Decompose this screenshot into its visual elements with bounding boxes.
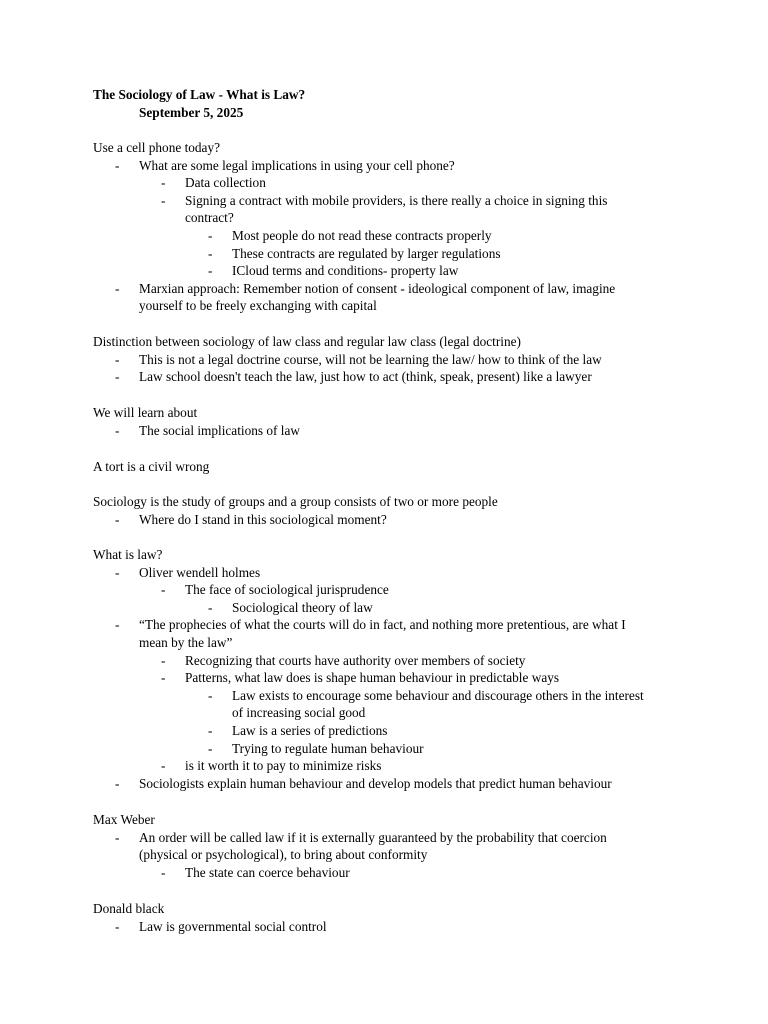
list-item (93, 864, 693, 882)
section-cell-phone (93, 139, 693, 315)
list-item-text: Data collection (185, 175, 266, 191)
bullet-dash: - (115, 157, 120, 173)
list-item-continuation (93, 209, 693, 227)
bullet-dash: - (161, 652, 166, 668)
section-heading: Max Weber (93, 812, 155, 827)
section-heading: Sociology is the study of groups and a group consists of two or more people (93, 494, 498, 509)
list-item (93, 775, 693, 793)
bullet-dash: - (161, 864, 166, 880)
list-item (93, 351, 693, 369)
list-item (93, 669, 693, 687)
list-item-text: “The prophecies of what the courts will do in fact, and nothing more pretentious, are what I (139, 617, 626, 633)
list-item (93, 157, 693, 175)
section-learn (93, 404, 693, 439)
list-item (93, 829, 693, 847)
list-item-text: Law exists to encourage some behaviour and discourage others in the interest (232, 687, 644, 703)
bullet-dash: - (115, 564, 120, 580)
bullet-dash: - (161, 758, 166, 774)
list-item-text: Law is governmental social control (139, 918, 327, 934)
list-item-text: of increasing social good (232, 705, 366, 721)
list-item-text: (physical or psychological), to bring about conformity (139, 847, 428, 863)
list-item (93, 616, 693, 634)
list-item-text: This is not a legal doctrine course, will not be learning the law/ how to think of the law (139, 351, 602, 367)
list-item-text: Trying to regulate human behaviour (232, 740, 424, 756)
list-item (93, 652, 693, 670)
list-item-text: Sociological theory of law (232, 599, 373, 615)
bullet-dash: - (208, 740, 213, 756)
bullet-dash: - (208, 227, 213, 243)
bullet-dash: - (115, 511, 120, 527)
list-item-text: ICloud terms and conditions- property law (232, 263, 459, 279)
list-item (93, 227, 693, 245)
bullet-dash: - (115, 829, 120, 845)
bullet-dash: - (115, 775, 120, 791)
bullet-dash: - (208, 245, 213, 261)
list-item-text: Where do I stand in this sociological moment? (139, 511, 387, 527)
list-item-continuation (93, 634, 693, 652)
bullet-dash: - (161, 582, 166, 598)
list-item (93, 740, 693, 758)
list-item (93, 192, 693, 210)
list-item-continuation (93, 846, 693, 864)
section-distinction (93, 333, 693, 386)
bullet-dash: - (115, 351, 120, 367)
bullet-dash: - (208, 722, 213, 738)
list-item-text: Marxian approach: Remember notion of consent - ideological component of law, imagine (139, 280, 616, 296)
bullet-dash: - (208, 687, 213, 703)
bullet-dash: - (115, 918, 120, 934)
list-item-text: Law is a series of predictions (232, 722, 388, 738)
list-item-text: The face of sociological jurisprudence (185, 582, 389, 598)
list-item-continuation (93, 297, 693, 315)
section-max-weber (93, 811, 693, 881)
bullet-dash: - (208, 599, 213, 615)
list-item-text: Most people do not read these contracts properly (232, 227, 492, 243)
list-item (93, 422, 693, 440)
list-item (93, 280, 693, 298)
list-item (93, 918, 693, 936)
list-item (93, 687, 693, 705)
section-heading: A tort is a civil wrong (93, 459, 210, 474)
section-heading: We will learn about (93, 405, 198, 420)
list-item-text: yourself to be freely exchanging with capital (139, 298, 377, 314)
list-item-continuation (93, 704, 693, 722)
list-item-text: The social implications of law (139, 422, 300, 438)
section-heading: Donald black (93, 901, 165, 916)
list-item (93, 564, 693, 582)
list-item (93, 599, 693, 617)
document-date: September 5, 2025 (139, 105, 244, 120)
bullet-dash: - (161, 670, 166, 686)
list-item (93, 262, 693, 280)
list-item-text: An order will be called law if it is externally guaranteed by the probability that coercion (139, 829, 607, 845)
list-item (93, 174, 693, 192)
list-item-text: contract? (185, 210, 234, 226)
bullet-dash: - (115, 422, 120, 438)
list-item-text: is it worth it to pay to minimize risks (185, 758, 382, 774)
list-item (93, 368, 693, 386)
section-donald-black (93, 900, 693, 935)
list-item-text: Recognizing that courts have authority over members of society (185, 652, 526, 668)
list-item (93, 757, 693, 775)
bullet-dash: - (161, 175, 166, 191)
list-item (93, 722, 693, 740)
document-title: The Sociology of Law - What is Law? (93, 87, 306, 102)
section-heading: Distinction between sociology of law class and regular law class (legal doctrine) (93, 334, 521, 349)
list-item-text: Signing a contract with mobile providers, is there really a choice in signing this (185, 192, 608, 208)
list-item-text: Law school doesn't teach the law, just how to act (think, speak, present) like a lawyer (139, 369, 592, 385)
section-sociology (93, 493, 693, 528)
section-heading: Use a cell phone today? (93, 140, 221, 155)
list-item-text: The state can coerce behaviour (185, 864, 350, 880)
bullet-dash: - (161, 192, 166, 208)
list-item-text: Patterns, what law does is shape human behaviour in predictable ways (185, 670, 560, 686)
list-item-text: Oliver wendell holmes (139, 564, 261, 580)
list-item-text: What are some legal implications in using your cell phone? (139, 157, 455, 173)
list-item-text: Sociologists explain human behaviour and develop models that predict human behaviour (139, 775, 612, 791)
list-item-text: These contracts are regulated by larger regulations (232, 245, 501, 261)
list-item (93, 511, 693, 529)
bullet-dash: - (115, 617, 120, 633)
bullet-dash: - (115, 369, 120, 385)
section-tort (93, 458, 693, 476)
list-item-text: mean by the law” (139, 634, 233, 650)
bullet-dash: - (208, 263, 213, 279)
bullet-dash: - (115, 280, 120, 296)
section-what-is-law (93, 546, 693, 792)
list-item (93, 245, 693, 263)
list-item (93, 581, 693, 599)
section-heading: What is law? (93, 547, 163, 562)
